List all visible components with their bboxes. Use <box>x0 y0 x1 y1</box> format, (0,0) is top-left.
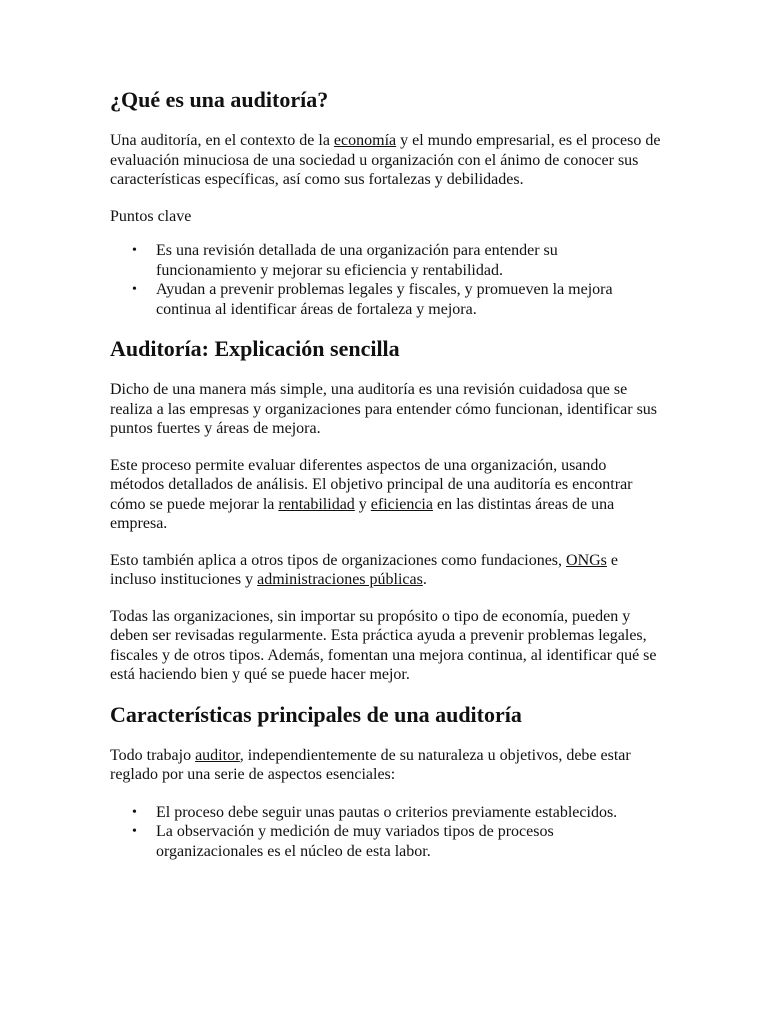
puntos-clave-list <box>110 241 662 319</box>
list-item: • Es una revisión detallada de una organización para entender su funcionamiento y mejorar su eficiencia y rentabilidad. <box>110 241 662 280</box>
list-item: • Ayudan a prevenir problemas legales y fiscales, y promueven la mejora continua al identificar áreas de fortaleza y mejora. <box>110 280 662 319</box>
article <box>110 86 662 861</box>
text-post: . <box>422 571 427 588</box>
caracteristicas-list <box>110 803 662 862</box>
intro-text-post: y el mundo empresarial, es el proceso de evaluación minuciosa de una sociedad u organización con el ánimo de conocer sus características específicas, así como sus fortalezas y debilidades. <box>110 132 661 188</box>
text-mid: y <box>354 495 371 513</box>
link-ongs[interactable]: ONGs <box>566 551 607 569</box>
paragraph-este-proceso <box>110 456 662 534</box>
list-item: • El proceso debe seguir unas pautas o criterios previamente establecidos. <box>110 803 662 823</box>
link-rentabilidad[interactable]: rentabilidad <box>278 495 355 513</box>
link-auditor[interactable]: auditor <box>195 746 240 764</box>
text-pre: Todo trabajo <box>110 746 196 764</box>
text-post: en las distintas áreas de una empresa. <box>110 495 615 532</box>
text-mid: e incluso instituciones y <box>110 551 619 588</box>
text-pre: Este proceso permite evaluar diferentes aspectos de una organización, usando métodos detallados de análisis. El objetivo principal de una auditoría es encontrar cómo se puede mejorar la <box>110 456 633 513</box>
puntos-clave-label: Puntos clave <box>110 207 192 225</box>
paragraph-esto-tambien <box>110 551 662 590</box>
link-administraciones-publicas[interactable]: administraciones públicas <box>257 571 423 588</box>
heading-caracteristicas-principales: Características principales de una auditoría <box>110 701 522 727</box>
paragraph-todo-trabajo <box>110 746 662 785</box>
text-post: , independientemente de su naturaleza u objetivos, debe estar reglado por una serie de aspectos esenciales: <box>110 746 631 783</box>
list-item: • La observación y medición de muy variados tipos de procesos organizacionales es el núcleo de esta labor. <box>110 822 662 861</box>
intro-paragraph <box>110 131 662 190</box>
paragraph-dicho: Dicho de una manera más simple, una auditoría es una revisión cuidadosa que se realiza a las empresas y organizaciones para entender cómo funcionan, identificar sus puntos fuertes y áreas de mejora. <box>110 381 658 437</box>
intro-text-pre: Una auditoría, en el contexto de la <box>110 132 334 149</box>
text-pre: Esto también aplica a otros tipos de organizaciones como fundaciones, <box>110 551 567 569</box>
link-eficiencia[interactable]: eficiencia <box>370 495 433 513</box>
heading-explicacion-sencilla: Auditoría: Explicación sencilla <box>110 336 400 361</box>
link-economia[interactable]: economía <box>333 132 397 149</box>
heading-que-es-auditoria: ¿Qué es una auditoría? <box>110 87 329 112</box>
paragraph-todas-las-organizaciones: Todas las organizaciones, sin importar su propósito o tipo de economía, pueden y deben ser revisadas regularmente. Esta práctica ayuda a prevenir problemas legales, fiscales y de otros tipos. Además, fomentan una mejora continua, al identificar qué se está haciendo bien y qué se puede hacer mejor. <box>110 607 657 683</box>
